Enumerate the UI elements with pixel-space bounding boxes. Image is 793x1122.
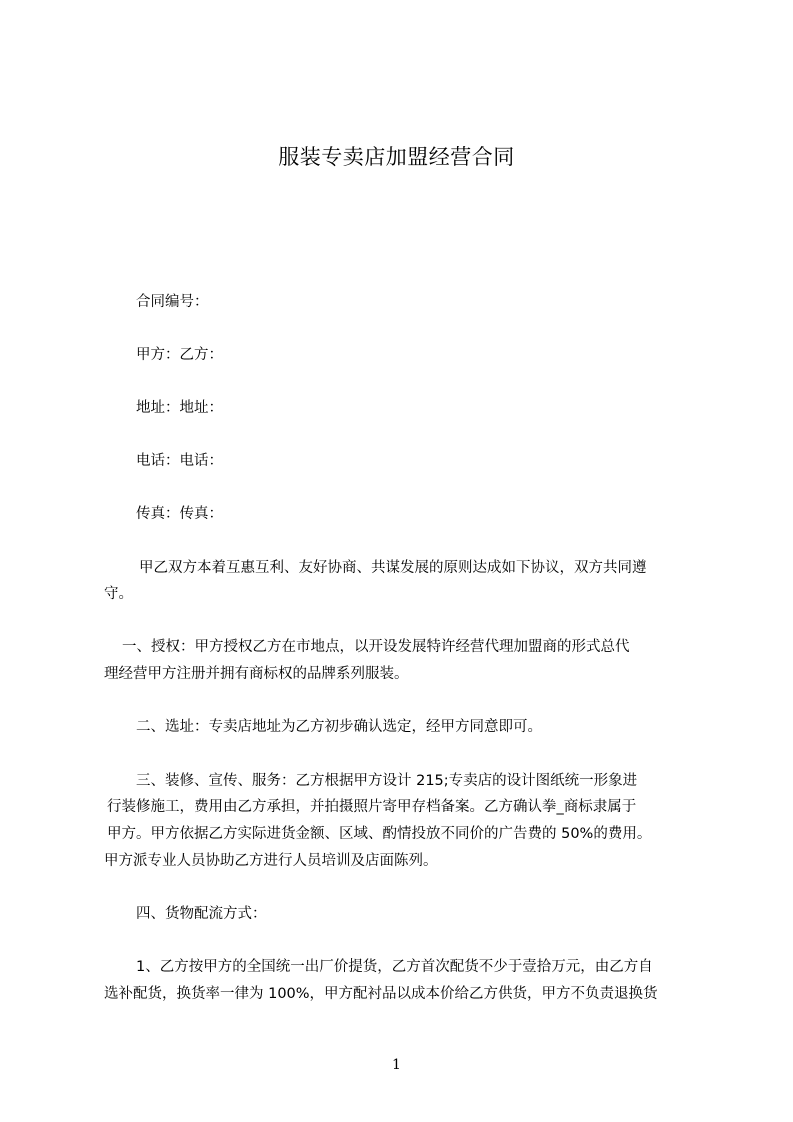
clause-3-line-3: 甲方。甲方依据乙方实际进货金额、区域、酌情投放不同价的广告费的 50%的费用。 bbox=[107, 826, 652, 842]
clause-1-line-1: 一、授权：甲方授权乙方在市地点，以开设发展特许经营代理加盟商的形式总代 bbox=[122, 639, 630, 655]
document-title: 服装专卖店加盟经营合同 bbox=[278, 145, 515, 169]
phone-field: 电话：电话： bbox=[136, 453, 223, 469]
page-number: 1 bbox=[392, 1057, 401, 1073]
contract-number-field: 合同编号： bbox=[136, 294, 209, 310]
intro-line-1: 甲乙双方本着互惠互利、友好协商、共谋发展的原则达成如下协议，双方共同遵 bbox=[139, 560, 647, 576]
clause-3-line-1: 三、装修、宣传、服务：乙方根据甲方设计 215;专卖店的设计图纸统一形象进 bbox=[136, 773, 638, 789]
intro-line-2: 守。 bbox=[104, 586, 133, 602]
clause-4-item-1-line-1: 1、乙方按甲方的全国统一出厂价提货，乙方首次配货不少于壹拾万元，由乙方自 bbox=[136, 959, 653, 975]
clause-1-line-2: 理经营甲方注册并拥有商标权的品牌系列服装。 bbox=[104, 666, 409, 682]
fax-field: 传真：传真： bbox=[136, 506, 223, 522]
clause-4-item-1-line-2: 选补配货，换货率一律为 100%，甲方配衬品以成本价给乙方供货，甲方不负责退换货 bbox=[104, 986, 658, 1002]
address-field: 地址：地址： bbox=[136, 400, 223, 416]
clause-3-line-2: 行装修施工，费用由乙方承担，并拍摄照片寄甲存档备案。乙方确认拳_商标隶属于 bbox=[107, 799, 637, 815]
clause-2-line-1: 二、选址：专卖店地址为乙方初步确认选定，经甲方同意即可。 bbox=[136, 719, 542, 735]
clause-4-heading: 四、货物配流方式： bbox=[136, 906, 267, 922]
clause-3-line-4: 甲方派专业人员协助乙方进行人员培训及店面陈列。 bbox=[104, 853, 438, 869]
parties-field: 甲方：乙方： bbox=[136, 347, 223, 363]
